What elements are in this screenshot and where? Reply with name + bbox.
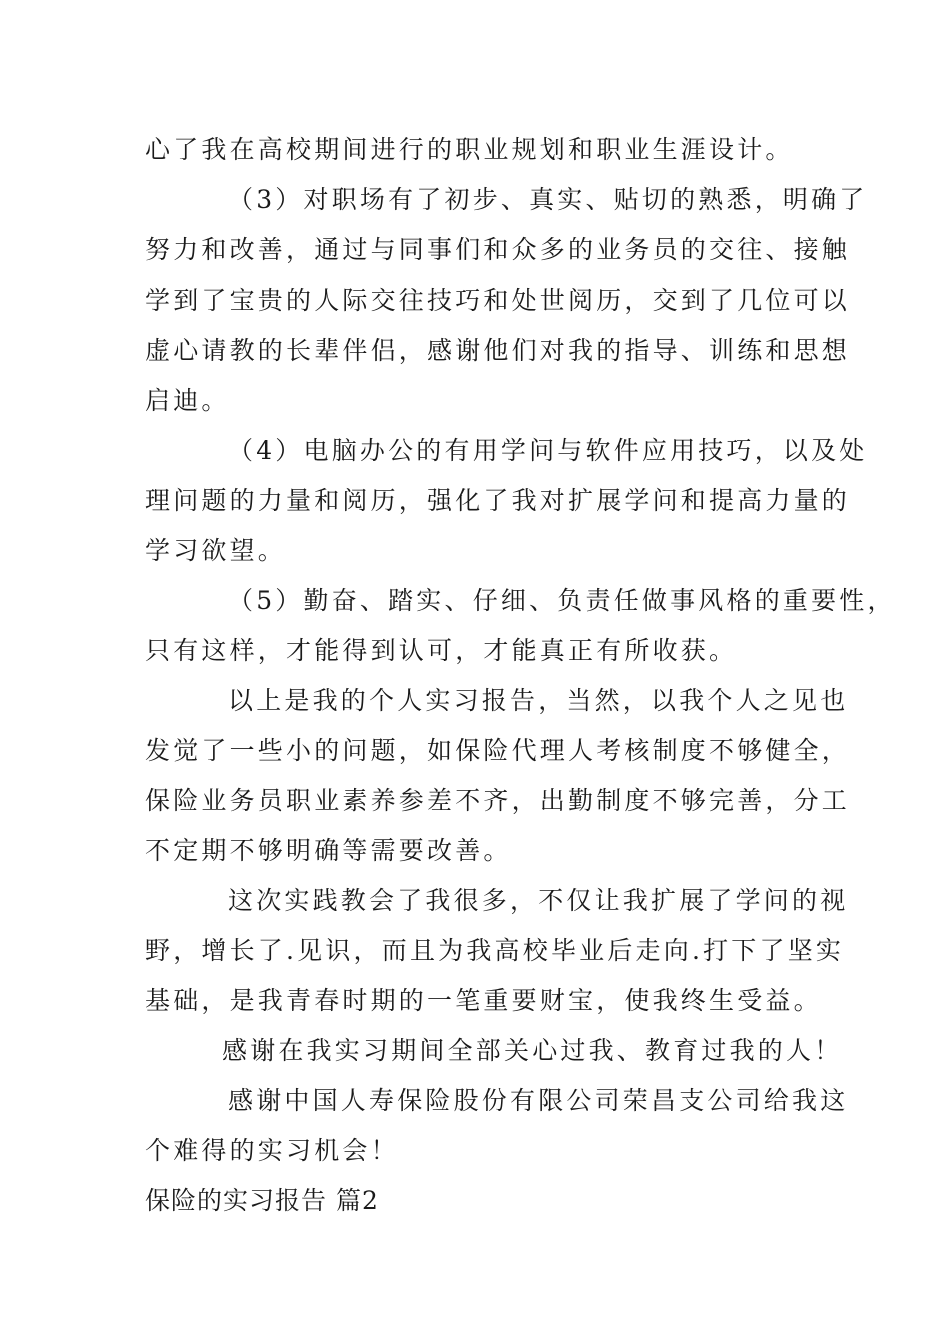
paragraph-line: 心了我在高校期间进行的职业规划和职业生涯设计。 — [145, 135, 794, 164]
paragraph-line: 以上是我的个人实习报告，当然，以我个人之见也 — [228, 686, 849, 715]
paragraph-line: 感谢在我实习期间全部关心过我、教育过我的人！ — [222, 1036, 843, 1065]
paragraph-line: 感谢中国人寿保险股份有限公司荣昌支公司给我这 — [228, 1086, 849, 1115]
paragraph-line: 努力和改善，通过与同事们和众多的业务员的交往、接触 — [145, 235, 851, 264]
paragraph-line: 虚心请教的长辈伴侣，感谢他们对我的指导、训练和思想 — [145, 336, 851, 365]
section-heading: 保险的实习报告 篇2 — [145, 1186, 379, 1215]
paragraph-line: 启迪。 — [145, 386, 230, 415]
paragraph-line: 基础，是我青春时期的一笔重要财宝，使我终生受益。 — [145, 986, 822, 1015]
paragraph-line: 学习欲望。 — [145, 536, 287, 565]
paragraph-line: 理问题的力量和阅历，强化了我对扩展学问和提高力量的 — [145, 486, 851, 515]
paragraph-line: （5）勤奋、踏实、仔细、负责任做事风格的重要性， — [228, 586, 896, 615]
paragraph-line: 个难得的实习机会！ — [145, 1136, 399, 1165]
paragraph-line: 发觉了一些小的问题，如保险代理人考核制度不够健全， — [145, 736, 851, 765]
paragraph-line: 学到了宝贵的人际交往技巧和处世阅历，交到了几位可以 — [145, 286, 851, 315]
paragraph-line: （3）对职场有了初步、真实、贴切的熟悉，明确了 — [228, 185, 868, 214]
paragraph-line: 野，增长了.见识，而且为我高校毕业后走向.打下了坚实 — [145, 936, 845, 965]
paragraph-line: 这次实践教会了我很多，不仅让我扩展了学问的视 — [228, 886, 849, 915]
paragraph-line: 不定期不够明确等需要改善。 — [145, 836, 512, 865]
paragraph-line: （4）电脑办公的有用学问与软件应用技巧，以及处 — [228, 436, 868, 465]
paragraph-line: 只有这样，才能得到认可，才能真正有所收获。 — [145, 636, 738, 665]
paragraph-line: 保险业务员职业素养参差不齐，出勤制度不够完善，分工 — [145, 786, 851, 815]
